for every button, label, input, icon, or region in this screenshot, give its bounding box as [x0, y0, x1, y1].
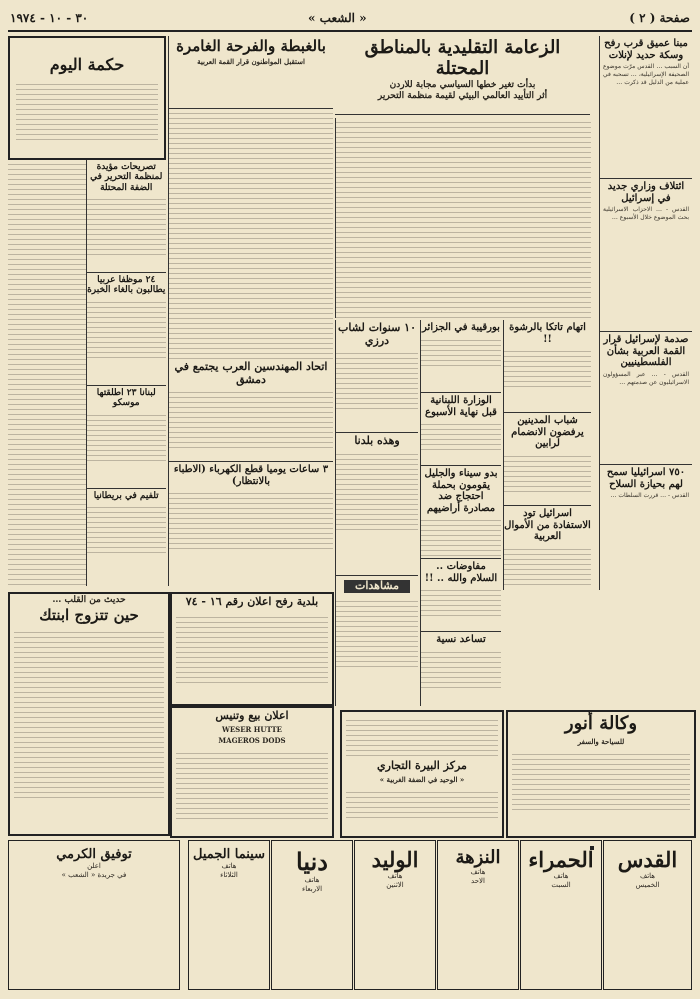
- article-shock: صدمة لإسرائيل قرار القمة العربية بشأن الفلسطينيين القدس - … عبر المسؤولون الاسرائيليون عن صدمتهم …: [600, 334, 692, 465]
- ad-hamra: الحمراء هاتف السبت: [520, 840, 602, 990]
- column-5: ١٠ سنوات لشاب درزي وهذه بلدنا مشاهدات: [335, 320, 418, 706]
- logo-spacer: [590, 846, 594, 850]
- ad-agency: وكالة أنور للسياحة والسفر: [506, 710, 696, 838]
- ad-nuzha: النزهة هاتف الاحد: [437, 840, 519, 990]
- right-column: [599, 36, 692, 590]
- lead-sub2: أثر التأييد العالمي البيئي لقيمة منظمة التحرير: [377, 91, 548, 102]
- notice-municipality: بلدية رفح اعلان رقم ١٦ - ٧٤: [170, 592, 334, 706]
- ad-marriage: حديث من القلب … حين تتزوج ابنتك: [8, 592, 170, 836]
- ad-jamil: سينما الجميل هاتف الثلاثاء: [188, 840, 270, 990]
- notice-center: مركز البيرة التجاري « الوحيد في الضفة الغربية »: [340, 710, 504, 838]
- article-coalition: ائتلاف وزاري جديد في إسرائيل القدس - … الاحزاب الاسرائيلية بحث الموضوع خلال الأسبوع …: [600, 181, 692, 332]
- lead-headline-block: [335, 36, 590, 115]
- ad-quds: القدس هاتف الخميس: [603, 840, 692, 990]
- lead-title: الزعامة التقليدية بالمناطق المحتلة: [364, 37, 561, 79]
- left-column: حكمة اليوم تصريحات مؤيدة لمنظمة التحرير في الضفة المحتلة ٢٤ موظفا عربيا يطالبون بالغاء الخبرة لبنانا ٢٣ اطلقتها موسكو تلفيم في بريطانيا: [8, 36, 166, 586]
- ad-walid: الوليد هاتف الاثنين: [354, 840, 436, 990]
- ad-dunya: دنيا هاتف الاربعاء: [271, 840, 353, 990]
- column-4: بورقيبة في الجزائر الوزارة اللبنانية قبل نهاية الأسبوع بدو سيناء والجليل يقومون بحملة احتجاج ضد مصادرة أراضيهم مفاوضات .. السلام والله .. !! تساعد نسية: [420, 320, 501, 706]
- ad-karmi: توفيق الكرمي اعلن في جريدة « الشعب »: [8, 840, 180, 990]
- lead-sub1: بدأت تغير خطها السياسي مجابة للاردن: [389, 80, 536, 91]
- newspaper-name: « الشعب »: [308, 11, 367, 25]
- page-header: [8, 8, 692, 32]
- article-tunnel: مبنا عميق قرب رفح وسكة حديد لإنلات أن السبب … القدس مرّت موضوع الصحيفة الإسرائيلية، … تسحبه في عملية من الدليل قد ذكرت …: [600, 38, 692, 179]
- page-number: صفحة ( ٢ ): [629, 11, 690, 25]
- mid-column: بالغبطة والفرحة الغامرة استقبل المواطنون قرار القمة العربية اتحاد المهندسين العرب يجتمع في دمشق ٣ ساعات يوميا قطع الكهرباء (الاطباء بالانتظار): [168, 36, 333, 586]
- notice-sale: اعلان بيع وتنيس WESER HUTTE MAGEROS DODS: [170, 706, 334, 838]
- column-3: اتهام تاتكا بالرشوة !! شباب المدينين يرفضون الانضمام لرابين اسرائيل تود الاستفادة من الأموال العربية: [503, 320, 591, 590]
- article-weapons: ٧٥٠ اسرائيليا سمح لهم بحيازة السلاح القدس - … قررت السلطات …: [606, 467, 689, 499]
- date: ٣٠ - ١٠ - ١٩٧٤: [10, 11, 89, 25]
- lead-body: [335, 118, 591, 318]
